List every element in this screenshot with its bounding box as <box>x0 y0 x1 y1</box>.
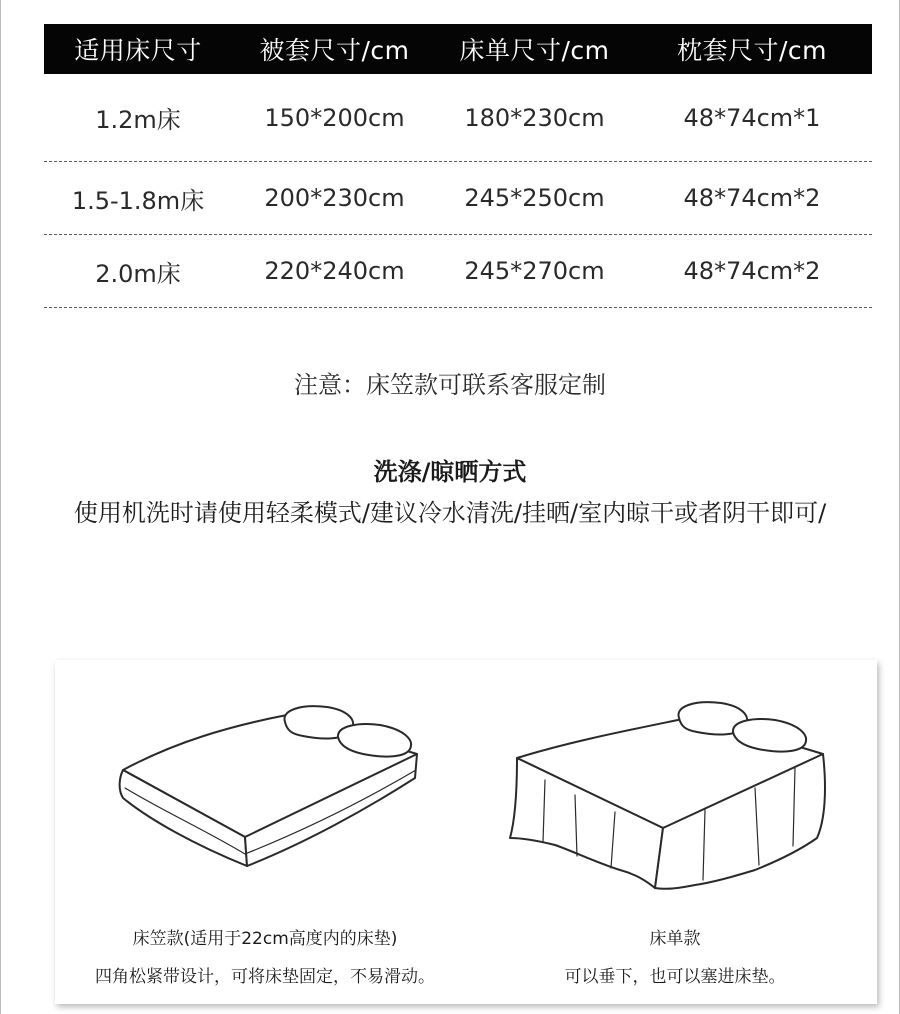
table-header <box>44 24 872 74</box>
header-bed-size: 适用床尺寸 <box>74 36 202 65</box>
size-table <box>44 24 872 308</box>
cell-pillowcase-size: 48*74cm*2 <box>683 184 821 212</box>
cell-pillowcase-size: 48*74cm*2 <box>683 257 821 285</box>
cell-pillowcase-size: 48*74cm*1 <box>683 103 821 132</box>
flat-sheet-illustration <box>510 702 825 889</box>
header-duvet-size: 被套尺寸/cm <box>259 36 410 65</box>
header-pillowcase-size: 枕套尺寸/cm <box>676 36 828 65</box>
header-sheet-size: 床单尺寸/cm <box>459 36 610 65</box>
bedding-illustrations <box>55 660 877 1004</box>
table-row <box>44 235 872 308</box>
cell-duvet-size: 220*240cm <box>264 257 405 285</box>
fitted-sheet-caption-title: 床笠款(适用于22cm高度内的床垫) <box>132 929 398 949</box>
cell-duvet-size: 200*230cm <box>264 184 405 212</box>
washing-title: 洗涤/晾晒方式 <box>373 458 527 486</box>
cell-sheet-size: 245*250cm <box>464 184 605 212</box>
fitted-sheet-caption-detail: 四角松紧带设计，可将床垫固定，不易滑动。 <box>95 967 435 987</box>
cell-bed-size: 1.2m床 <box>95 106 181 134</box>
table-row <box>44 162 872 235</box>
table-row <box>44 74 872 162</box>
cell-sheet-size: 245*270cm <box>464 257 605 285</box>
flat-sheet-caption-title: 床单款 <box>649 929 701 949</box>
product-style-panel <box>55 660 877 1004</box>
custom-order-note: 注意：床笠款可联系客服定制 <box>294 371 606 399</box>
cell-bed-size: 1.5-1.8m床 <box>71 186 205 215</box>
cell-bed-size: 2.0m床 <box>95 259 181 288</box>
flat-sheet-caption-detail: 可以垂下，也可以塞进床垫。 <box>564 967 786 987</box>
washing-description: 使用机洗时请使用轻柔模式/建议冷水清洗/挂晒/室内晾干或者阴干即可/ <box>73 499 827 527</box>
cell-duvet-size: 150*200cm <box>264 103 405 132</box>
cell-sheet-size: 180*230cm <box>464 103 605 132</box>
fitted-sheet-illustration <box>120 706 417 866</box>
